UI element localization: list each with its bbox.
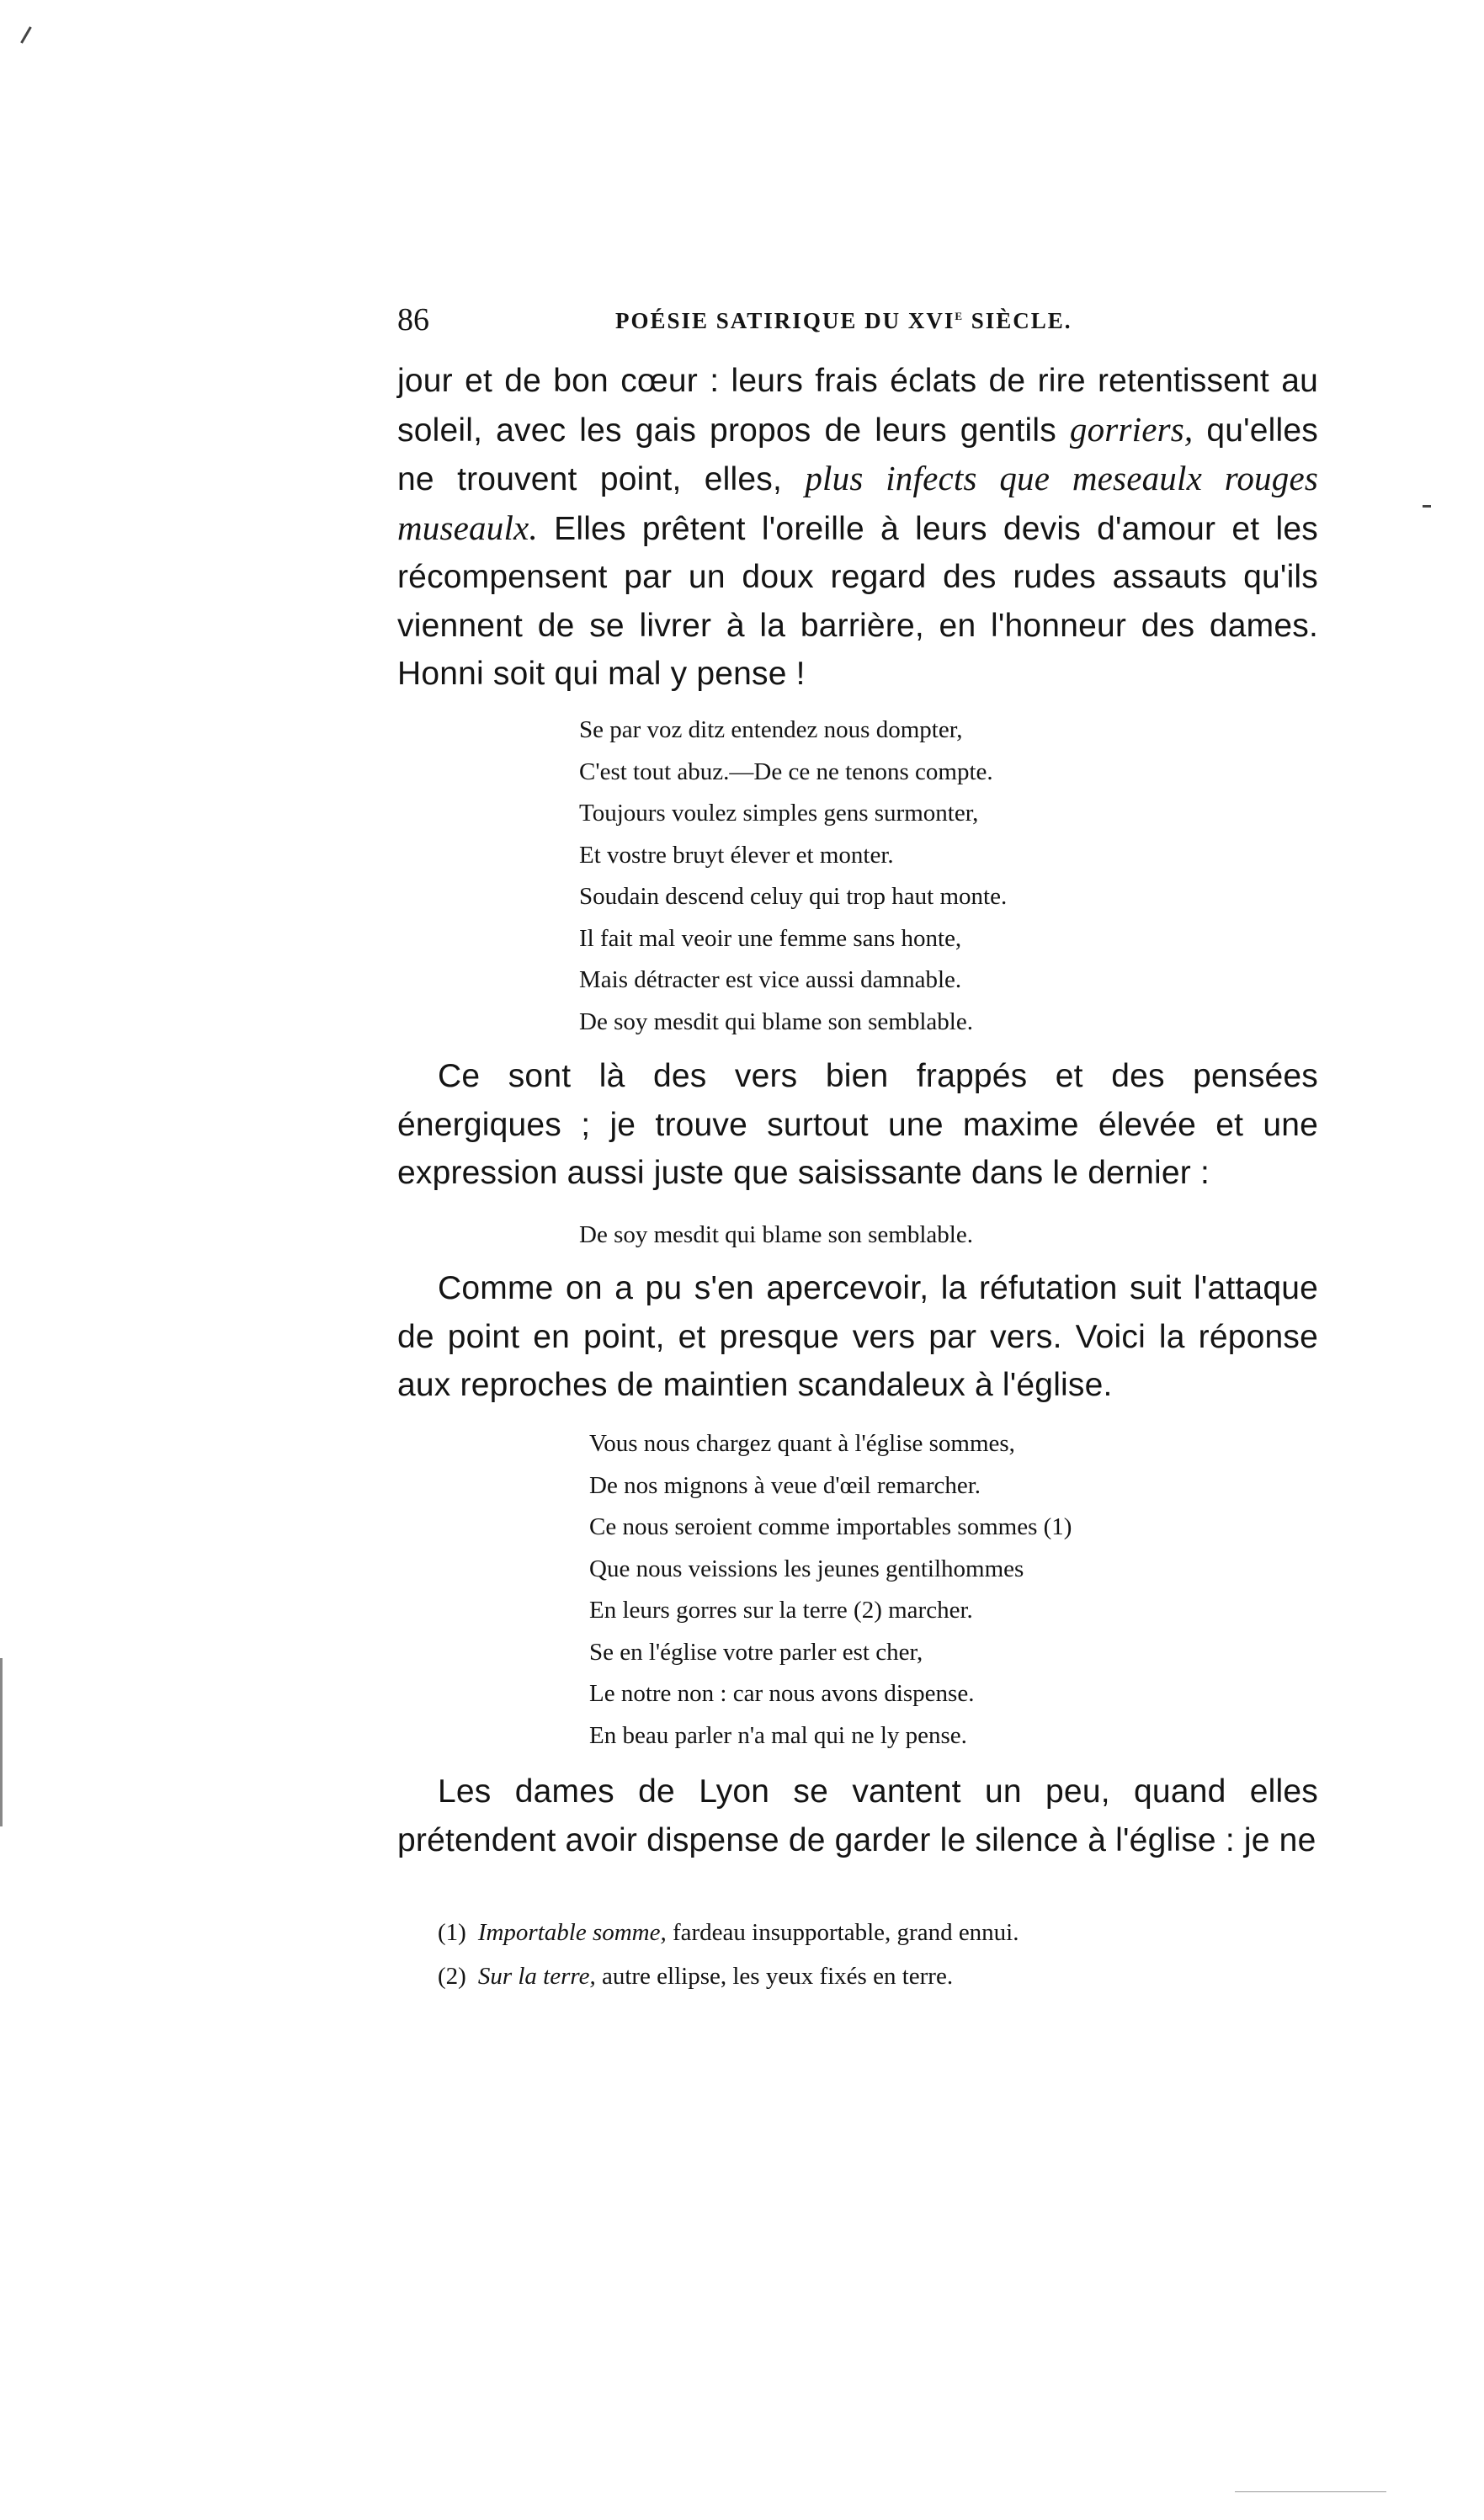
running-title <box>615 308 1072 334</box>
verse-line: Il fait mal veoir une femme sans honte, <box>579 924 962 952</box>
verse-line: Mais détracter est vice aussi damnable. <box>579 966 962 993</box>
footnote-marker: (2) <box>438 1963 466 1990</box>
verse-line: Toujours voulez simples gens surmonter, <box>579 800 979 827</box>
running-title-end: SIÈCLE. <box>964 308 1072 333</box>
paragraph-2 <box>397 1052 1318 1198</box>
verse-block-1 <box>579 710 1007 1043</box>
footnote-text: fardeau insupportable, grand ennui. <box>666 1919 1019 1946</box>
paragraph-1-italic-gorriers: gorriers, <box>1069 409 1194 449</box>
verse-line: En leurs gorres sur la terre (2) marcher. <box>589 1597 973 1624</box>
verse-line: Se par voz ditz entendez nous dompter, <box>579 716 963 743</box>
paragraph-3 <box>397 1264 1318 1410</box>
scan-mark <box>1235 2491 1386 2492</box>
footnote-1 <box>438 1911 1019 1954</box>
verse-line: De soy mesdit qui blame son semblable. <box>579 1007 973 1035</box>
scan-mark <box>0 1658 3 1826</box>
paragraph-2-text: Ce sont là des vers bien frappés et des pensées énergiques ; je trouve surtout une maxime élevée et une expression aussi juste que saisissante dans le dernier : <box>397 1058 1318 1191</box>
paragraph-1-text-c: Elles prêtent l'oreille à leurs devis d'amour et les récompensent par un doux regard des rudes assauts qu'ils viennent de se livrer à la barrière, en l'honneur des dames. Honni soit qui mal y pense ! <box>397 510 1318 692</box>
scan-mark <box>20 26 32 44</box>
footnote-term: Sur la terre, <box>477 1963 596 1990</box>
verse-line: En beau parler n'a mal qui ne ly pense. <box>589 1721 967 1749</box>
scan-mark <box>1423 505 1431 508</box>
verse-line: Ce nous seroient comme importables sommes (1) <box>589 1513 1072 1540</box>
footnote-marker: (1) <box>438 1919 466 1946</box>
paragraph-1 <box>397 357 1318 699</box>
footnote-2 <box>438 1954 1019 1998</box>
verse-line: Vous nous chargez quant à l'église sommes, <box>589 1430 1015 1457</box>
footnote-term: Importable somme, <box>477 1919 667 1946</box>
paragraph-1-text-a: jour et de bon cœur : leurs frais éclats de rire retentissent au soleil, avec les gais propos de leurs gentils <box>397 363 1318 449</box>
running-title-sup: e <box>955 306 964 323</box>
verse-block-2 <box>589 1423 1072 1757</box>
page-number: 86 <box>397 302 429 338</box>
verse-line: De nos mignons à veue d'œil remarcher. <box>589 1471 981 1499</box>
verse-line: Et vostre bruyt élever et monter. <box>579 841 894 869</box>
verse-line: Le notre non : car nous avons dispense. <box>589 1680 975 1707</box>
quote-line-text: De soy mesdit qui blame son semblable. <box>579 1221 973 1248</box>
verse-line: C'est tout abuz.—De ce ne tenons compte. <box>579 758 993 785</box>
verse-line: Soudain descend celuy qui trop haut monte. <box>579 883 1008 910</box>
quote-line <box>579 1215 973 1257</box>
running-title-main: POÉSIE SATIRIQUE DU XVI <box>615 308 955 333</box>
footnote-text: autre ellipse, les yeux fixés en terre. <box>595 1963 954 1990</box>
verse-line: Que nous veissions les jeunes gentilhommes <box>589 1555 1024 1582</box>
paragraph-1-italic-quote: plus infects que meseaulx rouges museaulx. <box>397 459 1318 547</box>
verse-line: Se en l'église votre parler est cher, <box>589 1638 923 1666</box>
paragraph-3-text: Comme on a pu s'en apercevoir, la réfutation suit l'attaque de point en point, et presque vers par vers. Voici la réponse aux reproches de maintien scandaleux à l'église. <box>397 1270 1318 1403</box>
running-head <box>397 301 1323 343</box>
footnotes <box>438 1911 1019 1998</box>
paragraph-1-text-b: qu'elles ne trouvent point, elles, <box>397 412 1319 497</box>
paragraph-4 <box>397 1768 1318 1864</box>
paragraph-4-text: Les dames de Lyon se vantent un peu, quand elles prétendent avoir dispense de garder le silence à l'église : je ne <box>397 1773 1318 1858</box>
